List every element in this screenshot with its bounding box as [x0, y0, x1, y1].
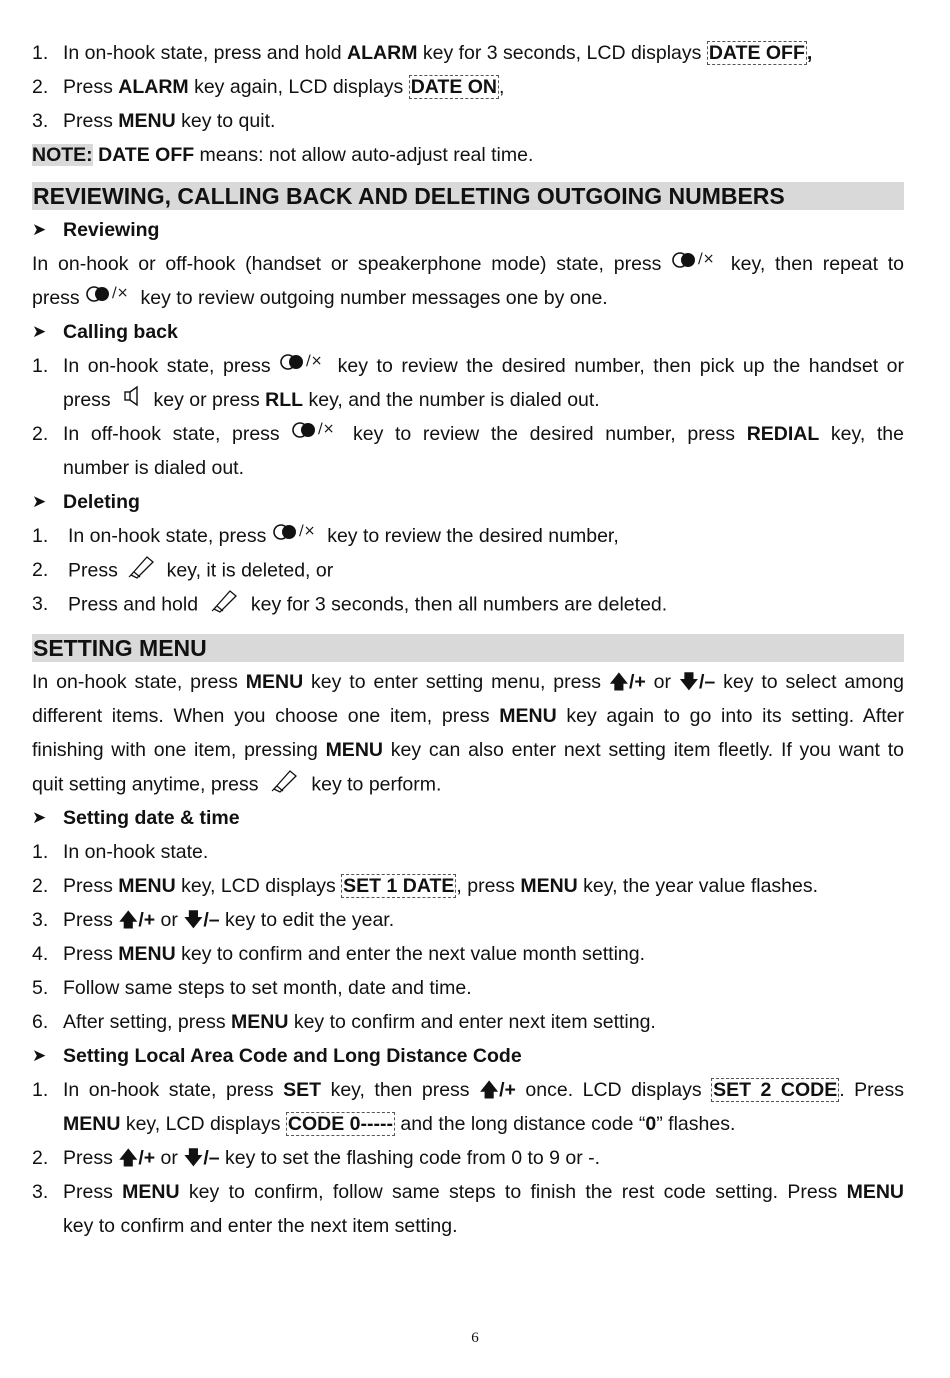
review-key-icon — [291, 418, 341, 452]
lcd-display: CODE 0----- — [287, 1113, 393, 1135]
manual-page — [32, 36, 904, 1243]
reviewing-line-2: press /× key to review outgoing number messages one by one. — [32, 281, 904, 315]
code-step-3a: 3. Press MENU key to confirm, follow same steps to finish the rest code setting. Press MENU — [32, 1181, 904, 1203]
date-step-1: 1. In on-hook state. — [32, 841, 209, 863]
section-heading-setting-menu: SETTING MENU — [32, 634, 904, 662]
delete-key-icon — [127, 553, 157, 590]
date-step-3: 3. Press 🡅/+ or 🡇/– key to edit the year. — [32, 909, 395, 931]
deleting-step-1: 1. In on-hook state, press /× key to review the desired number, — [32, 519, 904, 553]
delete-key-icon — [270, 767, 300, 804]
review-key-icon — [272, 520, 322, 554]
review-key-icon — [671, 248, 721, 282]
speaker-key-icon — [122, 384, 142, 418]
date-step-5: 5. Follow same steps to set month, date and time. — [32, 977, 472, 999]
delete-key-icon — [210, 587, 240, 624]
subheading-deleting: ➤ Deleting — [32, 485, 904, 519]
up-arrow-icon: 🡅 — [608, 671, 629, 693]
arrow-bullet-icon: ➤ — [32, 322, 47, 341]
step-number: 3. — [32, 110, 49, 132]
step-number: 1. — [32, 42, 49, 64]
date-step-6: 6. After setting, press MENU key to confirm and enter next item setting. — [32, 1011, 656, 1033]
code-step-1a: 1. In on-hook state, press SET key, then press 🡅/+ once. LCD displays SET 2 CODE . Press — [32, 1079, 905, 1101]
review-key-icon — [279, 350, 329, 384]
calling-step-2a: 2. In off-hook state, press /× key to review the desired number, press REDIAL key, the — [32, 417, 904, 451]
svg-text:/×: /× — [698, 250, 715, 267]
reviewing-line-1: In on-hook or off-hook (handset or speakerphone mode) state, press /× key, then repeat to — [32, 247, 904, 281]
menu-intro-4: quit setting anytime, press key to perform. — [32, 767, 904, 801]
code-step-1b: MENU key, LCD displays CODE 0----- and the long distance code “0” flashes. — [63, 1113, 736, 1135]
subheading-area-code: ➤ Setting Local Area Code and Long Distance Code — [32, 1039, 904, 1073]
lcd-display: SET 2 CODE — [713, 1079, 838, 1101]
subheading-calling-back: ➤ Calling back — [32, 315, 904, 349]
step-3: 3. Press MENU key to quit. — [32, 104, 904, 138]
arrow-bullet-icon: ➤ — [32, 220, 47, 239]
review-key-icon — [85, 282, 135, 316]
lcd-display: SET 1 DATE — [343, 875, 455, 897]
step-number: 2. — [32, 76, 49, 98]
menu-intro-2: different items. When you choose one item, press MENU key again to go into its setting. After — [32, 705, 904, 727]
up-arrow-icon: 🡅 — [118, 909, 139, 931]
date-step-2: 2. Press MENU key, LCD displays SET 1 DATE , press MENU key, the year value flashes. — [32, 875, 819, 897]
note-label: NOTE: — [32, 144, 93, 166]
date-step-4: 4. Press MENU key to confirm and enter the next value month setting. — [32, 943, 646, 965]
subheading-date-time: ➤ Setting date & time — [32, 801, 904, 835]
note: NOTE: DATE OFF means: not allow auto-adjust real time. — [32, 144, 534, 166]
section-heading-reviewing: REVIEWING, CALLING BACK AND DELETING OUTGOING NUMBERS — [32, 182, 904, 210]
svg-text:/×: /× — [318, 420, 335, 437]
lcd-display: DATE OFF — [708, 42, 805, 64]
calling-step-1b: press key or press RLL key, and the number is dialed out. — [32, 383, 904, 417]
menu-intro-1: In on-hook state, press MENU key to enter setting menu, press 🡅/+ or 🡇/– key to select among — [32, 671, 905, 693]
code-step-2: 2. Press 🡅/+ or 🡇/– key to set the flashing code from 0 to 9 or -. — [32, 1147, 601, 1169]
menu-intro-3: finishing with one item, pressing MENU key can also enter next setting item fleetly. If you want to — [32, 739, 904, 761]
arrow-bullet-icon: ➤ — [32, 492, 47, 511]
calling-step-2b: number is dialed out. — [63, 457, 245, 479]
code-step-3b: key to confirm and enter the next item setting. — [63, 1215, 458, 1237]
page-number: 6 — [471, 1330, 479, 1346]
down-arrow-icon: 🡇 — [183, 909, 204, 931]
step-1: 1. In on-hook state, press and hold ALARM key for 3 seconds, LCD displays DATE OFF , — [32, 36, 904, 70]
arrow-bullet-icon: ➤ — [32, 1046, 47, 1065]
deleting-step-3: 3. Press and hold key for 3 seconds, then all numbers are deleted. — [32, 587, 904, 621]
deleting-step-2: 2. Press key, it is deleted, or — [32, 553, 904, 587]
up-arrow-icon: 🡅 — [118, 1147, 139, 1169]
step-2: 2. Press ALARM key again, LCD displays DATE ON , — [32, 70, 904, 104]
svg-text:/×: /× — [306, 352, 323, 369]
svg-text:/×: /× — [298, 522, 316, 539]
subheading-reviewing: ➤ Reviewing — [32, 213, 904, 247]
svg-text:/×: /× — [112, 284, 129, 301]
up-arrow-icon: 🡅 — [479, 1079, 500, 1101]
down-arrow-icon: 🡇 — [183, 1147, 204, 1169]
arrow-bullet-icon: ➤ — [32, 808, 47, 827]
down-arrow-icon: 🡇 — [678, 671, 699, 693]
calling-step-1a: 1. In on-hook state, press /× key to review the desired number, then pick up the handset or — [32, 349, 904, 383]
lcd-display: DATE ON — [410, 76, 498, 98]
